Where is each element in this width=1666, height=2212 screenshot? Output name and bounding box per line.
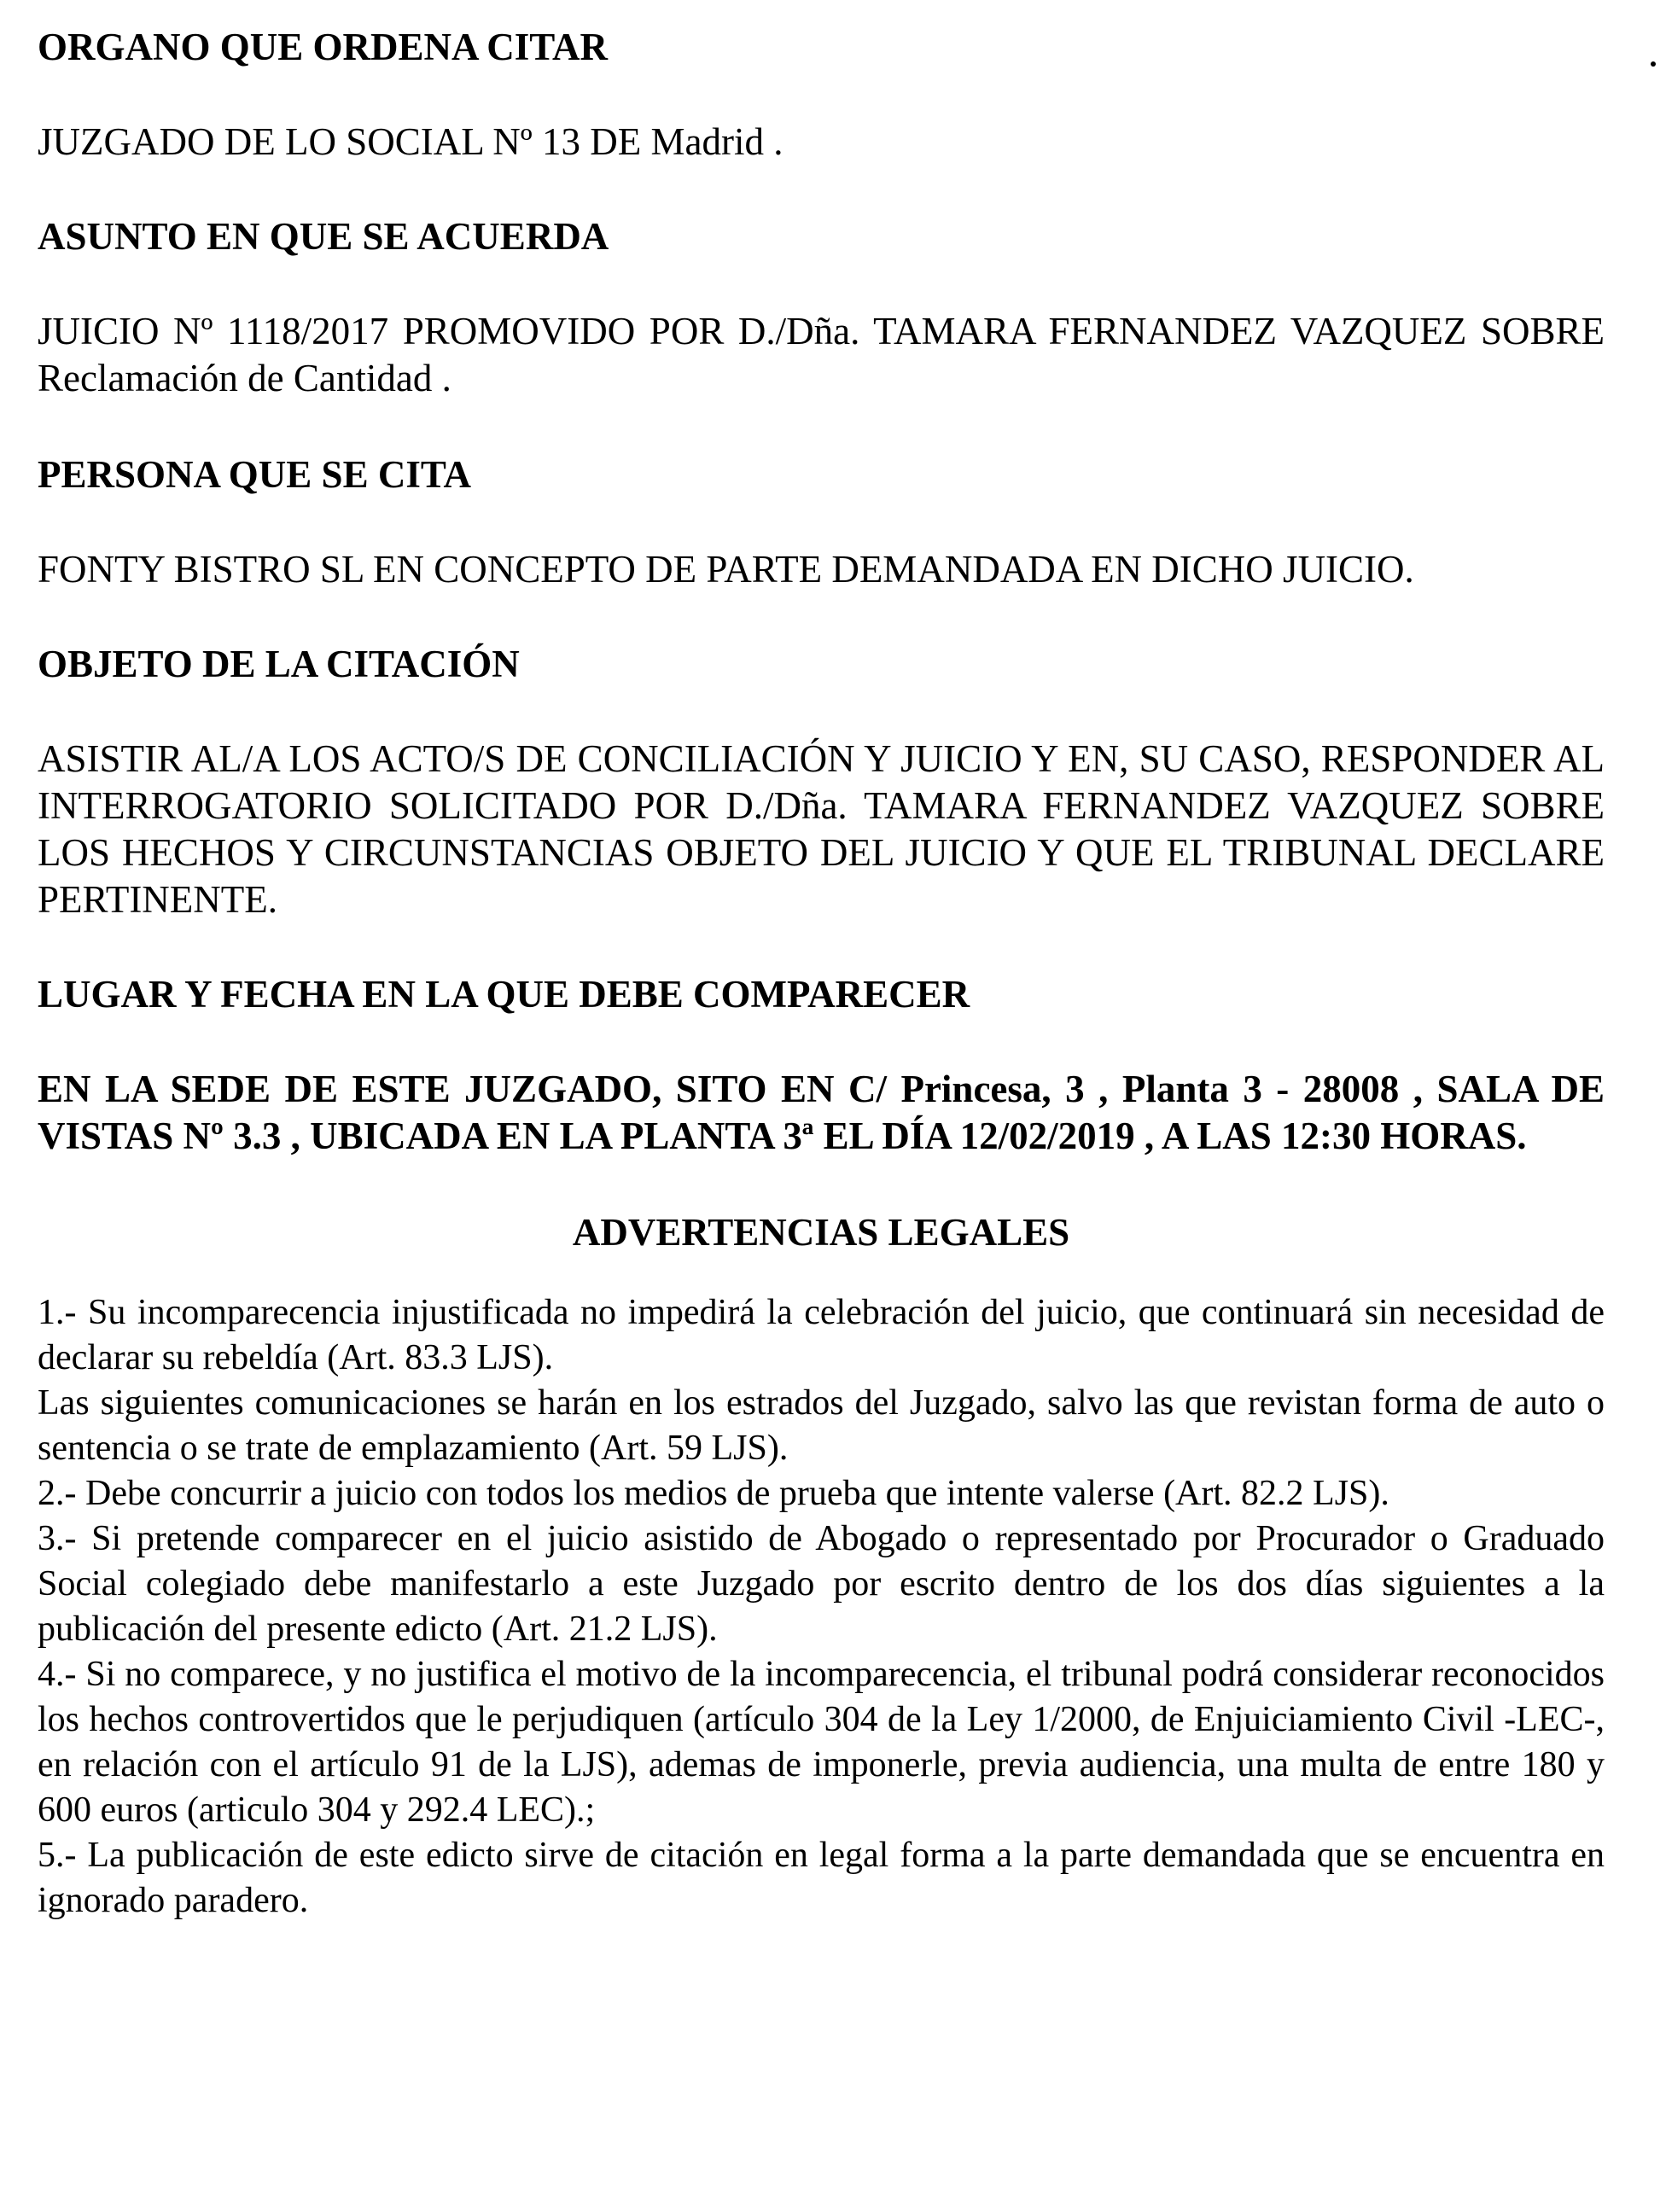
text-lugar: EN LA SEDE DE ESTE JUZGADO, SITO EN C/ Princesa, 3 , Planta 3 - 28008 , SALA DE VISTAS Nº 3.3 , UBICADA EN LA PLANTA 3ª EL DÍA 12/02/2019 , A LAS 12:30 HORAS. bbox=[38, 1068, 1605, 1157]
document-page bbox=[38, 24, 1605, 1924]
legal-warnings bbox=[38, 1290, 1605, 1924]
scan-speck bbox=[1651, 61, 1656, 67]
text-objeto: ASISTIR AL/A LOS ACTO/S DE CONCILIACIÓN Y JUICIO Y EN, SU CASO, RESPONDER AL INTERROGATORIO SOLICITADO POR D./Dña. TAMARA FERNANDEZ VAZQUEZ SOBRE LOS HECHOS Y CIRCUNSTANCIAS OBJETO DEL JUICIO Y QUE EL TRIBUNAL DECLARE PERTINENTE. bbox=[38, 737, 1605, 921]
heading-objeto: OBJETO DE LA CITACIÓN bbox=[38, 643, 520, 685]
heading-persona: PERSONA QUE SE CITA bbox=[38, 453, 472, 496]
heading-asunto: ASUNTO EN QUE SE ACUERDA bbox=[38, 215, 609, 258]
heading-advertencias: ADVERTENCIAS LEGALES bbox=[572, 1211, 1070, 1254]
text-persona: FONTY BISTRO SL EN CONCEPTO DE PARTE DEMANDADA EN DICHO JUICIO. bbox=[38, 548, 1414, 591]
legal-item-5: 5.- La publicación de este edicto sirve de citación en legal forma a la parte demandada que se encuentra en ignorado paradero. bbox=[38, 1836, 1605, 1920]
text-asunto: JUICIO Nº 1118/2017 PROMOVIDO POR D./Dña. TAMARA FERNANDEZ VAZQUEZ SOBRE Reclamación de Cantidad . bbox=[38, 310, 1605, 399]
legal-item-communications: Las siguientes comunicaciones se harán en los estrados del Juzgado, salvo las que revistan forma de auto o sentencia o se trate de emplazamiento (Art. 59 LJS). bbox=[38, 1383, 1605, 1468]
text-organo: JUZGADO DE LO SOCIAL Nº 13 DE Madrid . bbox=[38, 120, 783, 163]
legal-item-1: 1.- Su incomparecencia injustificada no impedirá la celebración del juicio, que continuará sin necesidad de declarar su rebeldía (Art. 83.3 LJS). bbox=[38, 1293, 1605, 1377]
legal-item-4: 4.- Si no comparece, y no justifica el motivo de la incomparecencia, el tribunal podrá considerar reconocidos los hechos controvertidos que le perjudiquen (artículo 304 de la Ley 1/2000, de Enjuiciamiento Civil -LEC-, en relación con el artículo 91 de la LJS), ademas de imponerle, previa audiencia, una multa de entre 180 y 600 euros (articulo 304 y 292.4 LEC).; bbox=[38, 1655, 1605, 1830]
legal-item-3: 3.- Si pretende comparecer en el juicio asistido de Abogado o representado por Procurador o Graduado Social colegiado debe manifestarlo a este Juzgado por escrito dentro de los dos días siguientes a la publicación del presente edicto (Art. 21.2 LJS). bbox=[38, 1519, 1605, 1649]
legal-item-2: 2.- Debe concurrir a juicio con todos los medios de prueba que intente valerse (Art. 82.2 LJS). bbox=[38, 1474, 1389, 1513]
heading-lugar: LUGAR Y FECHA EN LA QUE DEBE COMPARECER bbox=[38, 973, 970, 1016]
heading-organo: ORGANO QUE ORDENA CITAR bbox=[38, 26, 608, 68]
